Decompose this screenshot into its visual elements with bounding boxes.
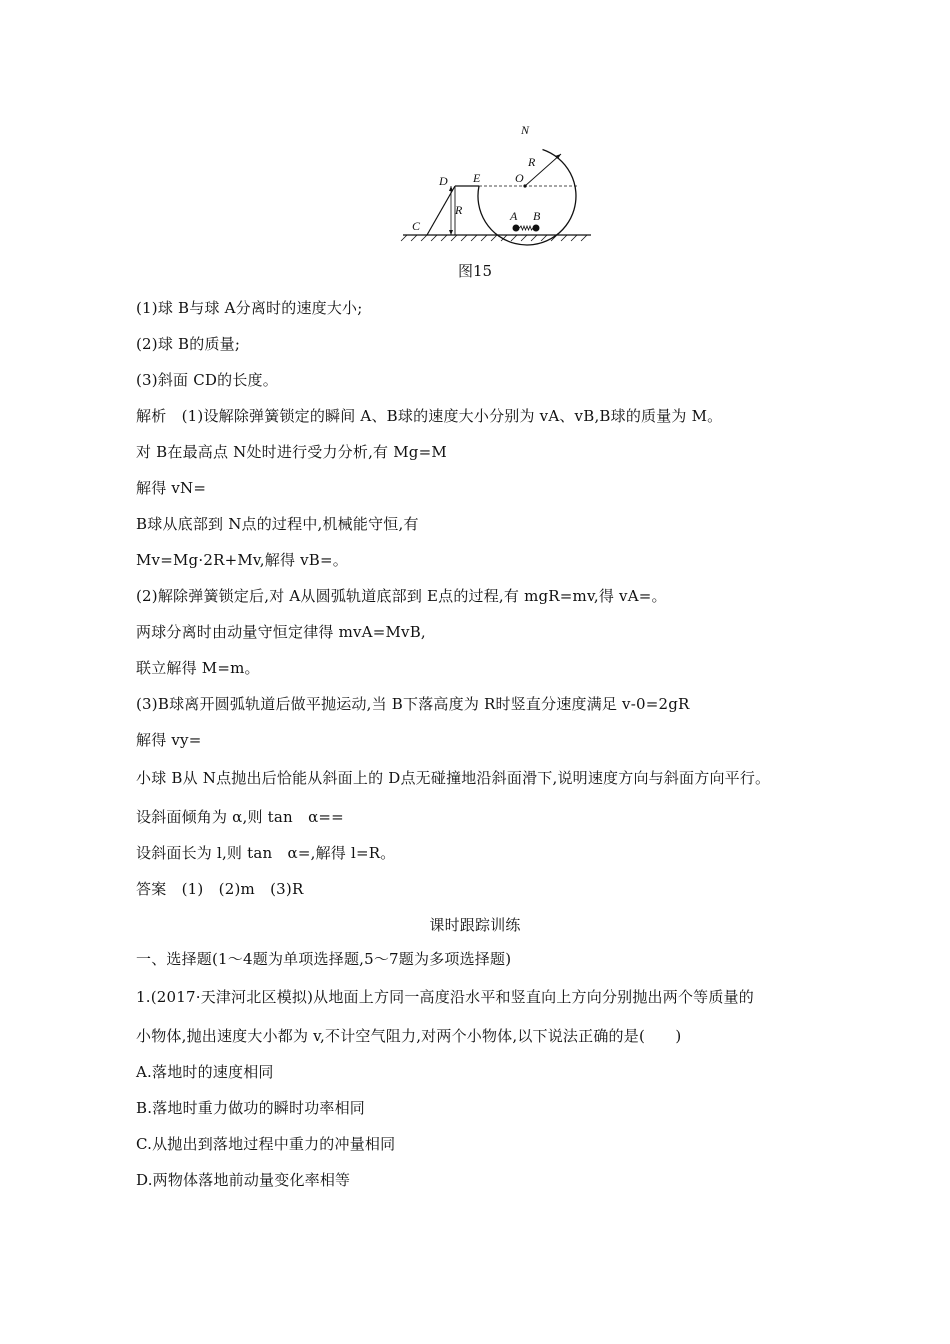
label-b: B — [533, 209, 541, 223]
label-a: A — [510, 209, 518, 223]
question-part-1: (1)球 B与球 A分离时的速度大小; — [136, 299, 363, 317]
question-part-3: (3)斜面 CD的长度。 — [136, 371, 278, 389]
solution-line: 对 B在最高点 N处时进行受力分析,有 Mg=M — [136, 443, 447, 461]
option-a: A.落地时的速度相同 — [136, 1063, 274, 1081]
solution-line: 解得 vy= — [136, 731, 202, 749]
circular-track — [478, 150, 576, 245]
solution-line: 解析 (1)设解除弹簧锁定的瞬间 A、B球的速度大小分别为 vA、vB,B球的质量为 M。 — [136, 407, 723, 425]
label-d: D — [439, 174, 448, 188]
label-o: O — [515, 171, 524, 185]
solution-line: B球从底部到 N点的过程中,机械能守恒,有 — [136, 515, 419, 533]
ball-b — [533, 225, 540, 232]
question-stem: 小物体,抛出速度大小都为 v,不计空气阻力,对两个小物体,以下说法正确的是( ) — [136, 1027, 682, 1045]
label-n: N — [521, 123, 530, 137]
solution-line: (3)B球离开圆弧轨道后做平抛运动,当 B下落高度为 R时竖直分速度满足 v-0=2gR — [136, 695, 690, 713]
solution-line: 设斜面倾角为 α,则 tan α== — [136, 808, 344, 826]
height-arrow-head-top — [449, 186, 453, 191]
solution-line: 设斜面长为 l,则 tan α=,解得 l=R。 — [136, 844, 396, 862]
figure-caption: 图15 — [457, 262, 493, 280]
question-part-2: (2)球 B的质量; — [136, 335, 241, 353]
label-r-arc: R — [528, 155, 536, 169]
physics-figure — [395, 118, 595, 246]
label-r-height: R — [455, 203, 463, 217]
solution-line: 小球 B从 N点抛出后恰能从斜面上的 D点无碰撞地沿斜面滑下,说明速度方向与斜面方向平行。 — [136, 769, 771, 787]
question-instructions: 一、选择题(1～4题为单项选择题,5～7题为多项选择题) — [136, 950, 512, 968]
label-e: E — [473, 171, 481, 185]
answer-line: 答案 (1) (2)m (3)R — [136, 880, 304, 898]
spring — [520, 226, 534, 230]
ball-a — [513, 225, 520, 232]
solution-line: 解得 vN= — [136, 479, 207, 497]
solution-line: 两球分离时由动量守恒定律得 mvA=MvB, — [136, 623, 426, 641]
option-d: D.两物体落地前动量变化率相等 — [136, 1171, 351, 1189]
option-c: C.从抛出到落地过程中重力的冲量相同 — [136, 1135, 396, 1153]
track-diagram — [395, 118, 595, 246]
solution-line: Mv=Mg·2R+Mv,解得 vB=。 — [136, 551, 348, 569]
height-arrow-head-bottom — [449, 230, 453, 235]
solution-line: (2)解除弹簧锁定后,对 A从圆弧轨道底部到 E点的过程,有 mgR=mv,得 vA=。 — [136, 587, 667, 605]
section-title: 课时跟踪训练 — [429, 916, 521, 934]
ground-hatching — [401, 235, 587, 241]
question-stem: 1.(2017·天津河北区模拟)从地面上方同一高度沿水平和竖直向上方向分别抛出两个等质量的 — [136, 988, 754, 1006]
solution-line: 联立解得 M=m。 — [136, 659, 260, 677]
label-c: C — [412, 219, 421, 233]
option-b: B.落地时重力做功的瞬时功率相同 — [136, 1099, 365, 1117]
